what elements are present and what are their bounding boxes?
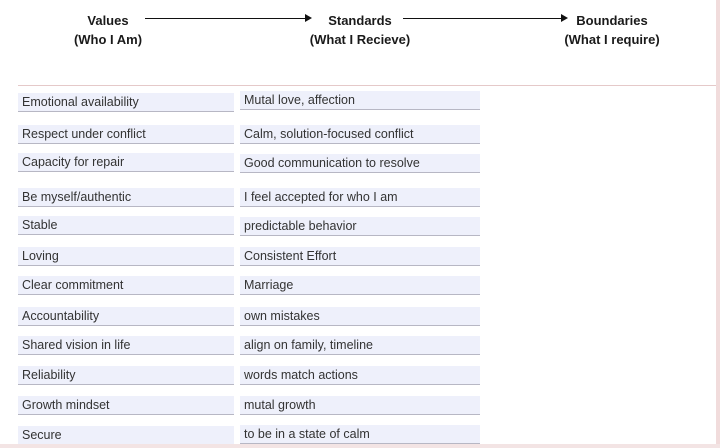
header-divider <box>18 85 720 86</box>
value-cell: Clear commitment <box>18 276 234 295</box>
value-cell: Accountability <box>18 307 234 326</box>
standard-cell: Mutal love, affection <box>240 91 480 110</box>
value-cell: Stable <box>18 216 234 235</box>
value-cell: Capacity for repair <box>18 153 234 172</box>
values-subtitle: (Who I Am) <box>73 32 143 47</box>
standard-cell: I feel accepted for who I am <box>240 188 480 207</box>
standard-cell: Marriage <box>240 276 480 295</box>
standard-cell: to be in a state of calm <box>240 425 480 444</box>
value-cell: Emotional availability <box>18 93 234 112</box>
value-cell: Reliability <box>18 366 234 385</box>
value-cell: Be myself/authentic <box>18 188 234 207</box>
arrow-standards-to-boundaries <box>403 18 566 19</box>
value-cell: Shared vision in life <box>18 336 234 355</box>
arrow-values-to-standards <box>145 18 310 19</box>
boundaries-subtitle: (What I require) <box>564 32 660 47</box>
standards-header <box>296 11 424 49</box>
standards-title: Standards <box>328 13 392 28</box>
standard-cell: mutal growth <box>240 396 480 415</box>
value-cell: Loving <box>18 247 234 266</box>
boundaries-header <box>548 11 676 49</box>
standard-cell: words match actions <box>240 366 480 385</box>
values-header <box>56 11 160 49</box>
standard-cell: Good communication to resolve <box>240 154 480 173</box>
page-edge <box>716 0 720 448</box>
standard-cell: Consistent Effort <box>240 247 480 266</box>
standard-cell: own mistakes <box>240 307 480 326</box>
value-cell: Secure <box>18 426 234 445</box>
standard-cell: predictable behavior <box>240 217 480 236</box>
standard-cell: align on family, timeline <box>240 336 480 355</box>
standards-subtitle: (What I Recieve) <box>309 32 411 47</box>
value-cell: Respect under conflict <box>18 125 234 144</box>
value-cell: Growth mindset <box>18 396 234 415</box>
values-title: Values <box>87 13 129 28</box>
page-edge-bottom <box>0 444 720 448</box>
standard-cell: Calm, solution-focused conflict <box>240 125 480 144</box>
boundaries-title: Boundaries <box>576 13 648 28</box>
